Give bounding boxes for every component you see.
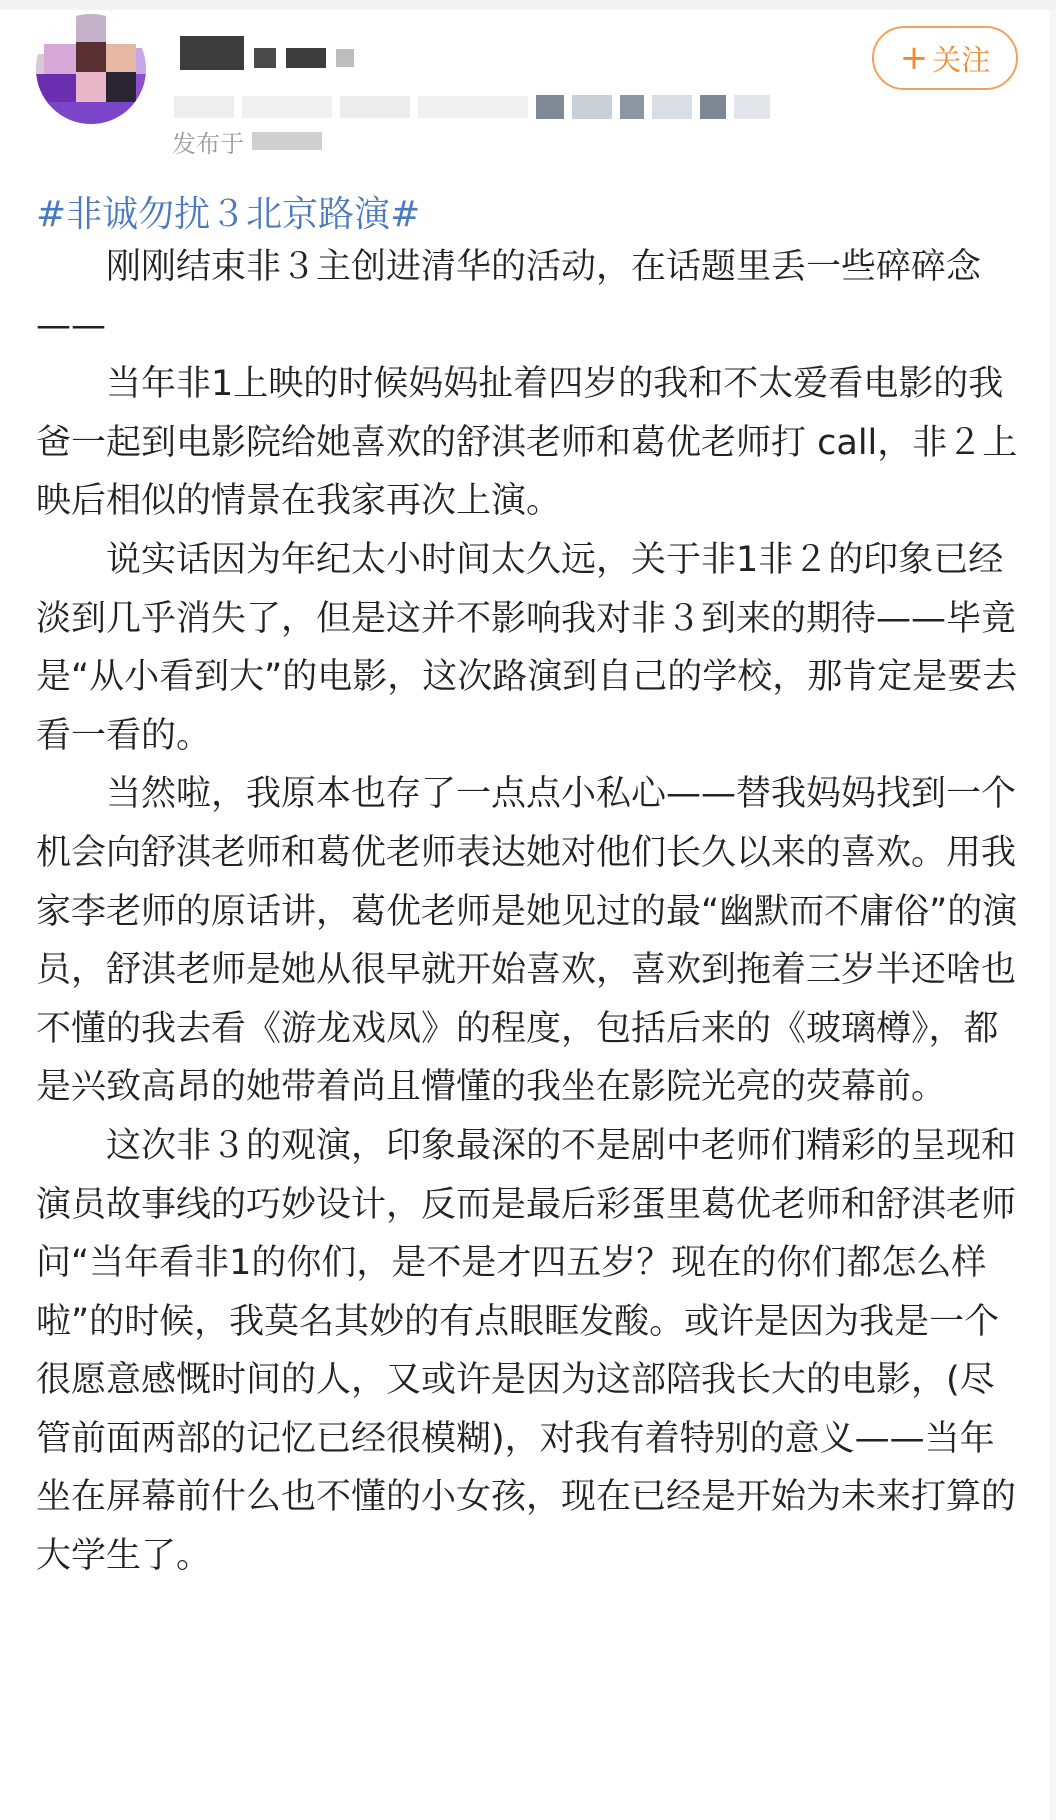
avatar-pixel (136, 48, 146, 74)
top-strip (0, 0, 1056, 10)
avatar-pixel (76, 42, 106, 72)
avatar-pixel (76, 72, 106, 102)
follow-button[interactable] (872, 26, 1018, 90)
avatar-pixel (106, 44, 136, 72)
info-block (340, 96, 410, 118)
post-paragraph: 这次非３的观演，印象最深的不是剧中老师们精彩的呈现和演员故事线的巧妙设计，反而是最后彩蛋里葛优老师和舒淇老师问“当年看非1的你们，是不是才四五岁？现在的你们都怎么样啦”的时候，我莫名其妙的有点眼眶发酸。或许是因为我是一个很愿意感慨时间的人，又或许是因为这部陪我长大的电影，(尽管前面两部的记忆已经很模糊)，对我有着特别的意义——当年坐在屏幕前什么也不懂的小女孩，现在已经是开始为未来打算的大学生了。 (36, 1125, 1017, 1577)
plus-icon: + (899, 38, 929, 78)
info-block (242, 96, 332, 118)
name-block (286, 48, 326, 68)
avatar-pixel (44, 44, 76, 74)
info-block (418, 96, 528, 118)
info-block (572, 95, 612, 119)
post-paragraph: 当然啦，我原本也存了一点点小私心——替我妈妈找到一个机会向舒淇老师和葛优老师表达她对他们长久以来的喜欢。用我家李老师的原话讲，葛优老师是她见过的最“幽默而不庸俗”的演员，舒淇老师是她从很早就开始喜欢，喜欢到拖着三岁半还啥也不懂的我去看《游龙戏凤》的程度，包括后来的《玻璃樽》，都是兴致高昂的她带着尚且懵懂的我坐在影院光亮的荧幕前。 (36, 774, 1018, 1108)
info-block (620, 95, 644, 119)
post-paragraph: 当年非1上映的时候妈妈扯着四岁的我和不太爱看电影的我爸一起到电影院给她喜欢的舒淇老师和葛优老师打 call，非２上映后相似的情景在我家再次上演。 (36, 364, 1018, 522)
name-block (254, 48, 276, 68)
publish-info (172, 126, 322, 156)
info-block (652, 95, 692, 119)
avatar-pixel (136, 74, 146, 104)
post-paragraph: 说实话因为年纪太小时间太久远，关于非1非２的印象已经淡到几乎消失了，但是这并不影响我对非３到来的期待——毕竟是“从小看到大”的电影，这次路演到自己的学校，那肯定是要去看一看的。 (36, 539, 1018, 756)
info-block (536, 95, 564, 119)
scrollbar[interactable] (1050, 10, 1056, 1820)
follow-label: 关注 (932, 42, 991, 77)
name-block (180, 36, 244, 70)
info-block (174, 96, 234, 118)
avatar-pixel (106, 72, 136, 102)
avatar-pixel (36, 74, 76, 104)
avatar[interactable] (36, 14, 146, 124)
post-paragraph: 刚刚结束非３主创进清华的活动，在话题里丢一些碎碎念—— (36, 247, 982, 346)
verification-info-obscured (174, 88, 794, 126)
hashtag-link[interactable]: #非诚勿扰３北京路演# (36, 194, 421, 235)
info-block (700, 95, 726, 119)
author-name-obscured[interactable] (180, 34, 410, 72)
publish-time-obscured (252, 132, 322, 150)
avatar-pixel (46, 102, 146, 124)
post-body (36, 238, 1022, 1586)
name-block (336, 49, 354, 67)
publish-label: 发布于 (172, 129, 244, 158)
info-block (734, 95, 770, 119)
